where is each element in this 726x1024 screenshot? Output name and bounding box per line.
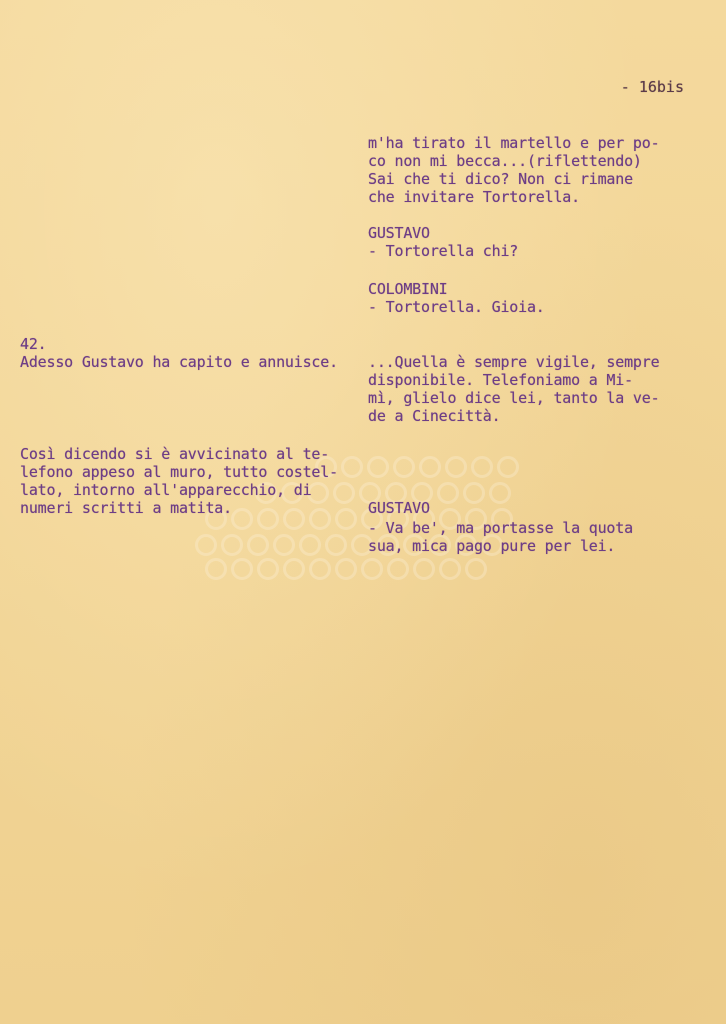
dialogue-line: sua, mica pago pure per lei. [368,537,616,555]
dialogue-line: Sai che ti dico? Non ci rimane [368,170,633,188]
page-number: - 16bis [620,78,684,96]
action-line: lato, intorno all'apparecchio, di [20,481,312,499]
speaker-name: GUSTAVO [368,224,430,242]
action-line: lefono appeso al muro, tutto costel- [20,463,338,481]
dialogue-line: de a Cinecittà. [368,407,501,425]
dialogue-line: co non mi becca...(riflettendo) [368,152,642,170]
action-line: Adesso Gustavo ha capito e annuisce. [20,353,338,371]
dialogue-line: - Tortorella chi? [368,242,519,260]
action-line: numeri scritti a matita. [20,499,232,517]
speaker-name: GUSTAVO [368,499,430,517]
action-line: Così dicendo si è avvicinato al te- [20,445,330,463]
scene-number: 42. [20,335,47,353]
speaker-name: COLOMBINI [368,280,448,298]
dialogue-line: m'ha tirato il martello e per po- [368,134,660,152]
dialogue-line: ...Quella è sempre vigile, sempre [368,353,660,371]
dialogue-line: - Tortorella. Gioia. [368,298,545,316]
dialogue-line: - Va be', ma portasse la quota [368,519,633,537]
dialogue-line: mì, glielo dice lei, tanto la ve- [368,389,660,407]
dialogue-line: disponibile. Telefoniamo a Mi- [368,371,633,389]
dialogue-line: che invitare Tortorella. [368,188,580,206]
